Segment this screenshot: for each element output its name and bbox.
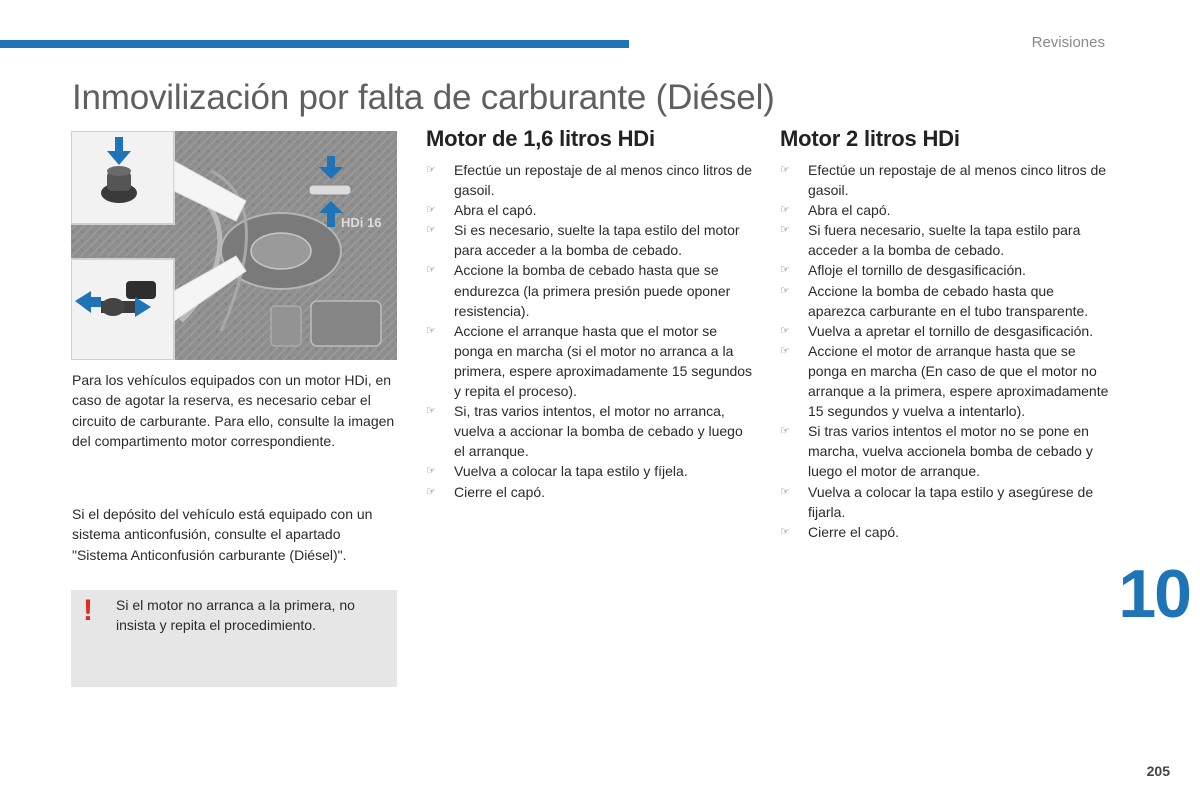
motor-16-title: Motor de 1,6 litros HDi	[426, 126, 655, 151]
pointing-hand-icon: ☞	[426, 405, 436, 418]
intro-text: Para los vehículos equipados con un motor HDi, en caso de agotar la reserva, es necesario cebar el circuito de carburante. Para ello, consulte la imagen del compartimento motor correspondiente.	[72, 372, 395, 449]
list-item: ☞ Si fuera necesario, suelte la tapa estilo para acceder a la bomba de cebado.	[780, 222, 1081, 259]
pointing-hand-icon: ☞	[780, 204, 790, 217]
list-item: ☞ Cierre el capó.	[426, 482, 756, 502]
list-item: ☞ Efectúe un repostaje de al menos cinco litros de gasoil.	[426, 162, 753, 199]
list-item: ☞ Si, tras varios intentos, el motor no arranca, vuelva a accionar la bomba de cebado y luego el arranque.	[426, 403, 743, 460]
pointing-hand-icon: ☞	[426, 204, 436, 217]
pointing-hand-icon: ☞	[780, 525, 790, 538]
pointing-hand-icon: ☞	[426, 324, 436, 337]
engine-label: HDi 16	[341, 215, 382, 230]
list-item: ☞ Accione la bomba de cebado hasta que se endurezca (la primera presión puede oponer resistencia).	[426, 262, 731, 319]
pointing-hand-icon: ☞	[780, 485, 790, 498]
pointing-hand-icon: ☞	[780, 164, 790, 176]
motor-16-section	[426, 126, 756, 502]
motor-16-steps	[426, 160, 756, 502]
pointing-hand-icon: ☞	[780, 344, 790, 357]
list-item: ☞ Accione el arranque hasta que el motor se ponga en marcha (si el motor no arranca a la primera, espere aproximadamente 15 segundos y repita el proceso).	[426, 322, 753, 400]
warning-text: Si el motor no arranca a la primera, no insista y repita el procedimiento.	[116, 597, 355, 634]
chapter-number: 10	[1118, 556, 1190, 632]
section-label: Revisiones	[1031, 34, 1105, 51]
list-item: ☞ Si tras varios intentos el motor no se pone en marcha, vuelva accionela bomba de cebado y luego el motor de arranque.	[780, 423, 1093, 480]
antimix-text: Si el depósito del vehículo está equipado con un sistema anticonfusión, consulte el apartado "Sistema Anticonfusión carburante (Diésel)".	[72, 506, 373, 563]
intro-paragraph	[72, 370, 398, 451]
list-item: ☞ Vuelva a apretar el tornillo de desgasificación.	[780, 321, 1110, 341]
list-item: ☞ Si es necesario, suelte la tapa estilo del motor para acceder a la bomba de cebado.	[426, 222, 740, 259]
pointing-hand-icon: ☞	[780, 224, 790, 237]
pointing-hand-icon: ☞	[426, 465, 436, 478]
pointing-hand-icon: ☞	[426, 264, 436, 277]
list-item: ☞ Accione la bomba de cebado hasta que aparezca carburante en el tubo transparente.	[780, 282, 1089, 319]
motor-2-steps	[780, 160, 1110, 542]
list-item: ☞ Abra el capó.	[780, 200, 1110, 220]
warning-box	[71, 590, 397, 687]
list-item: ☞ Abra el capó.	[426, 200, 756, 220]
pointing-hand-icon: ☞	[780, 324, 790, 337]
list-item: ☞ Vuelva a colocar la tapa estilo y fíjela.	[426, 461, 756, 481]
antimix-paragraph	[72, 504, 398, 565]
list-item: ☞ Efectúe un repostaje de al menos cinco litros de gasoil.	[780, 162, 1107, 199]
motor-2-section	[780, 126, 1110, 542]
pointing-hand-icon: ☞	[426, 224, 436, 237]
page-title: Inmovilización por falta de carburante (Diésel)	[72, 78, 775, 117]
warning-icon: !	[83, 594, 93, 627]
page-number: 205	[1146, 763, 1170, 779]
list-item: ☞ Accione el motor de arranque hasta que se ponga en marcha (En caso de que el motor no arranque a la primera, espere aproximadamente 15 segundos y vuelva a intentarlo).	[780, 342, 1109, 420]
pointing-hand-icon: ☞	[426, 485, 436, 498]
pointing-hand-icon: ☞	[780, 264, 790, 277]
header-rule	[0, 40, 629, 48]
pointing-hand-icon: ☞	[780, 284, 790, 297]
engine-bay-diagram-icon	[71, 131, 397, 360]
list-item: ☞ Vuelva a colocar la tapa estilo y asegúrese de fijarla.	[780, 483, 1094, 520]
list-item: ☞ Afloje el tornillo de desgasificación.	[780, 260, 1110, 280]
pointing-hand-icon: ☞	[426, 164, 436, 176]
pointing-hand-icon: ☞	[780, 425, 790, 438]
motor-2-title: Motor 2 litros HDi	[780, 126, 960, 151]
list-item: ☞ Cierre el capó.	[780, 522, 1110, 542]
